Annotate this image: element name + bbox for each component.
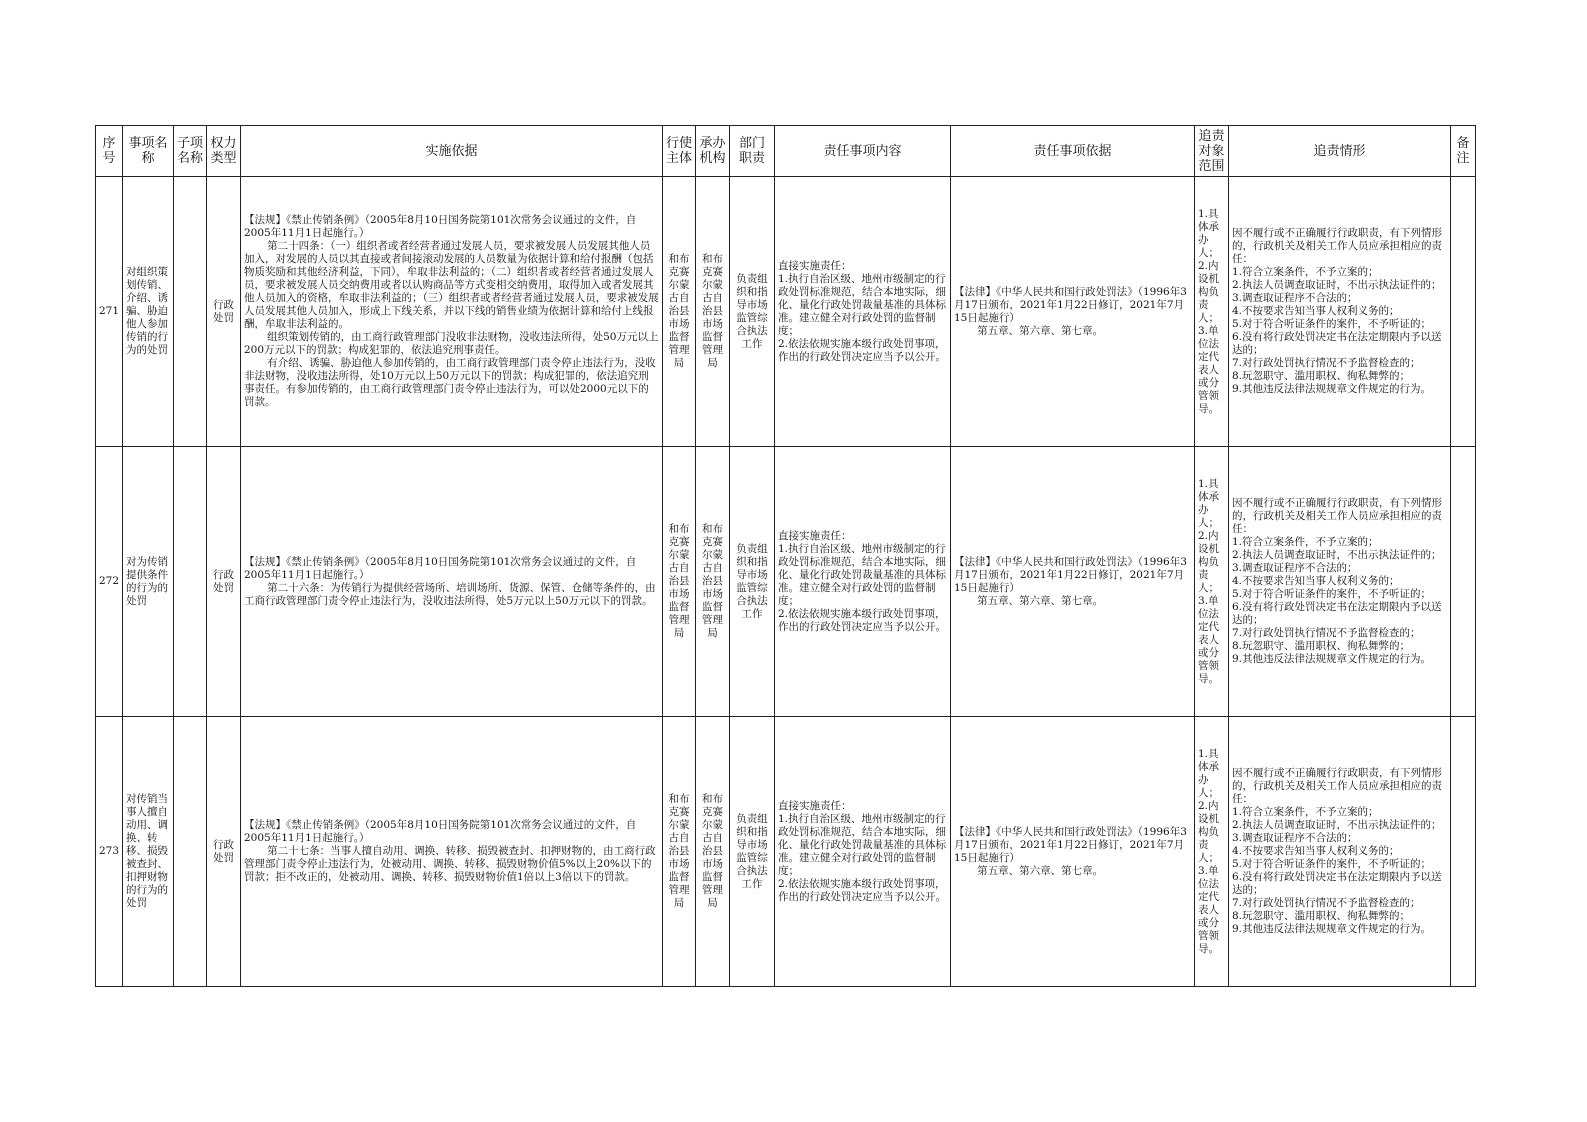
cell-situation: 因不履行或不正确履行行政职责，有下列情形的，行政机关及相关工作人员应承担相应的责任： 1.符合立案条件，不予立案的； 2.执法人员调查取证时，不出示执法证件的； 3.调查取证程序不合法的； 4.不按要求告知当事人权利义务的； 5.对于符合听证条件的案件，不予听证的； 6.没有将行政处罚决定书在法定期限内予以送达的； 7.对行政处罚执行情况不予监督检查的； 8.玩忽职守、滥用职权、徇私舞弊的； 9.其他违反法律法规规章文件规定的行为。 [1229,717,1451,987]
cell-item-name: 对传销当事人擅自动用、调换、转移、损毁被查封、扣押财物的行为的处罚 [123,717,174,987]
cell-item-name: 对组织策划传销、介绍、诱骗、胁迫他人参加传销的行为的处罚 [123,177,174,447]
header-dept-duty: 部门职责 [730,126,775,177]
cell-sub-item [174,447,207,717]
header-remark: 备注 [1451,126,1476,177]
cell-dept-duty: 负责组织和指导市场监管综合执法工作 [730,177,775,447]
basis-paragraph: 有介绍、诱骗、胁迫他人参加传销的，由工商行政管理部门责令停止违法行为，没收非法财物，没收违法所得，处10万元以上50万元以下的罚款；构成犯罪的，依法追究刑事责任。有参加传销的，由工商行政管理部门责令停止违法行为，可以处2000元以下的罚款。 [244,357,656,408]
cell-scope: 1.具体承办人； 2.内设机构负责人； 3.单位法定代表人或分管领导。 [1195,177,1229,447]
cell-power-type: 行政处罚 [207,177,241,447]
basis-paragraph: 第二十六条：为传销行为提供经营场所、培训场所、货源、保管、仓储等条件的，由工商行政管理部门责令停止违法行为，没收违法所得，处5万元以上50万元以下的罚款。 [244,581,656,607]
cell-scope: 1.具体承办人； 2.内设机构负责人； 3.单位法定代表人或分管领导。 [1195,447,1229,717]
cell-dept-duty: 负责组织和指导市场监管综合执法工作 [730,447,775,717]
header-scope: 追责对象范围 [1195,126,1229,177]
cell-item-name: 对为传销提供条件的行为的处罚 [123,447,174,717]
cell-resp-basis [951,177,1195,447]
resp-basis-chapters: 第五章、第六章、第七章。 [977,324,1104,337]
cell-resp-content: 直接实施责任： 1.执行自治区级、地州市级制定的行政处罚标准规范，结合本地实际，细化、量化行政处罚裁量基准的具体标准。建立健全对行政处罚的监督制度； 2.依法依规实施本级行政处罚事项，作出的行政处罚决定应当予以公开。 [775,447,951,717]
cell-seq: 272 [96,447,123,717]
cell-power-type: 行政处罚 [207,447,241,717]
cell-resp-content: 直接实施责任： 1.执行自治区级、地州市级制定的行政处罚标准规范，结合本地实际，细化、量化行政处罚裁量基准的具体标准。建立健全对行政处罚的监督制度； 2.依法依规实施本级行政处罚事项，作出的行政处罚决定应当予以公开。 [775,177,951,447]
header-sub-item: 子项名称 [174,126,207,177]
cell-subject: 和布克赛尔蒙古自治县市场监督管理局 [663,177,696,447]
cell-organ: 和布克赛尔蒙古自治县市场监督管理局 [696,177,730,447]
resp-basis-chapters: 第五章、第六章、第七章。 [977,594,1104,607]
cell-dept-duty: 负责组织和指导市场监管综合执法工作 [730,717,775,987]
cell-subject: 和布克赛尔蒙古自治县市场监督管理局 [663,717,696,987]
cell-organ: 和布克赛尔蒙古自治县市场监督管理局 [696,447,730,717]
table-row [96,447,1476,717]
cell-resp-basis [951,447,1195,717]
basis-source: 【法规】《禁止传销条例》（2005年8月10日国务院第101次常务会议通过的文件，自2005年11月1日起施行。） [244,555,637,581]
basis-source: 【法规】《禁止传销条例》（2005年8月10日国务院第101次常务会议通过的文件，自2005年11月1日起施行。） [244,819,637,844]
header-row [96,126,1476,177]
cell-seq: 271 [96,177,123,447]
cell-sub-item [174,177,207,447]
header-item-name: 事项名称 [123,126,174,177]
cell-subject: 和布克赛尔蒙古自治县市场监督管理局 [663,447,696,717]
header-seq: 序号 [96,126,123,177]
cell-sub-item [174,717,207,987]
resp-basis-source: 【法律】《中华人民共和国行政处罚法》（1996年3月17日颁布，2021年1月22日修订，2021年7月15日起施行） [954,825,1187,864]
cell-organ: 和布克赛尔蒙古自治县市场监督管理局 [696,717,730,987]
table-row [96,717,1476,987]
header-power-type: 权力类型 [207,126,241,177]
cell-basis [241,447,663,717]
basis-paragraph: 第二十七条：当事人擅自动用、调换、转移、损毁被查封、扣押财物的，由工商行政管理部门责令停止违法行为，处被动用、调换、转移、损毁财物价值5%以上20%以下的罚款；拒不改正的，处被动用、调换、转移、损毁财物价值1倍以上3倍以下的罚款。 [244,845,656,883]
cell-situation: 因不履行或不正确履行行政职责，有下列情形的，行政机关及相关工作人员应承担相应的责任： 1.符合立案条件，不予立案的； 2.执法人员调查取证时，不出示执法证件的； 3.调查取证程序不合法的； 4.不按要求告知当事人权利义务的； 5.对于符合听证条件的案件，不予听证的； 6.没有将行政处罚决定书在法定期限内予以送达的； 7.对行政处罚执行情况不予监督检查的； 8.玩忽职守、滥用职权、徇私舞弊的； 9.其他违反法律法规规章文件规定的行为。 [1229,447,1451,717]
header-resp-basis: 责任事项依据 [951,126,1195,177]
cell-scope: 1.具体承办人； 2.内设机构负责人； 3.单位法定代表人或分管领导。 [1195,717,1229,987]
cell-basis [241,717,663,987]
resp-basis-source: 【法律】《中华人民共和国行政处罚法》（1996年3月17日颁布，2021年1月22日修订，2021年7月15日起施行） [954,555,1187,594]
header-basis: 实施依据 [241,126,663,177]
resp-basis-source: 【法律】《中华人民共和国行政处罚法》（1996年3月17日颁布，2021年1月22日修订，2021年7月15日起施行） [954,285,1187,324]
cell-resp-content: 直接实施责任： 1.执行自治区级、地州市级制定的行政处罚标准规范，结合本地实际，细化、量化行政处罚裁量基准的具体标准。建立健全对行政处罚的监督制度； 2.依法依规实施本级行政处罚事项，作出的行政处罚决定应当予以公开。 [775,717,951,987]
cell-resp-basis [951,717,1195,987]
header-organ: 承办机构 [696,126,730,177]
cell-seq: 273 [96,717,123,987]
cell-basis [241,177,663,447]
cell-remark [1451,447,1476,717]
basis-paragraph: 第二十四条：（一）组织者或者经营者通过发展人员，要求被发展人员发展其他人员加入，对发展的人员以其直接或者间接滚动发展的人员数量为依据计算和给付报酬（包括物质奖励和其他经济利益，下同），牟取非法利益的；（二）组织者或者经营者通过发展人员，要求被发展人员交纳费用或者以认购商品等方式变相交纳费用，取得加入或者发展其他人员加入的资格，牟取非法利益的；（三）组织者或者经营者通过发展人员，要求被发展人员发展其他人员加入，形成上下线关系，并以下线的销售业绩为依据计算和给付上线报酬，牟取非法利益的。 [244,240,659,330]
cell-remark [1451,717,1476,987]
basis-paragraph: 组织策划传销的，由工商行政管理部门没收非法财物，没收违法所得，处50万元以上200万元以下的罚款；构成犯罪的，依法追究刑事责任。 [244,331,659,356]
cell-situation: 因不履行或不正确履行行政职责，有下列情形的，行政机关及相关工作人员应承担相应的责任： 1.符合立案条件，不予立案的； 2.执法人员调查取证时，不出示执法证件的； 3.调查取证程序不合法的； 4.不按要求告知当事人权利义务的； 5.对于符合听证条件的案件，不予听证的； 6.没有将行政处罚决定书在法定期限内予以送达的； 7.对行政处罚执行情况不予监督检查的； 8.玩忽职守、滥用职权、徇私舞弊的； 9.其他违反法律法规规章文件规定的行为。 [1229,177,1451,447]
cell-remark [1451,177,1476,447]
header-subject: 行使主体 [663,126,696,177]
cell-power-type: 行政处罚 [207,717,241,987]
header-situation: 追责情形 [1229,126,1451,177]
basis-source: 【法规】《禁止传销条例》（2005年8月10日国务院第101次常务会议通过的文件，自2005年11月1日起施行。） [244,214,637,239]
responsibility-table [95,125,1476,987]
header-resp-content: 责任事项内容 [775,126,951,177]
table-row [96,177,1476,447]
resp-basis-chapters: 第五章、第六章、第七章。 [977,864,1104,877]
